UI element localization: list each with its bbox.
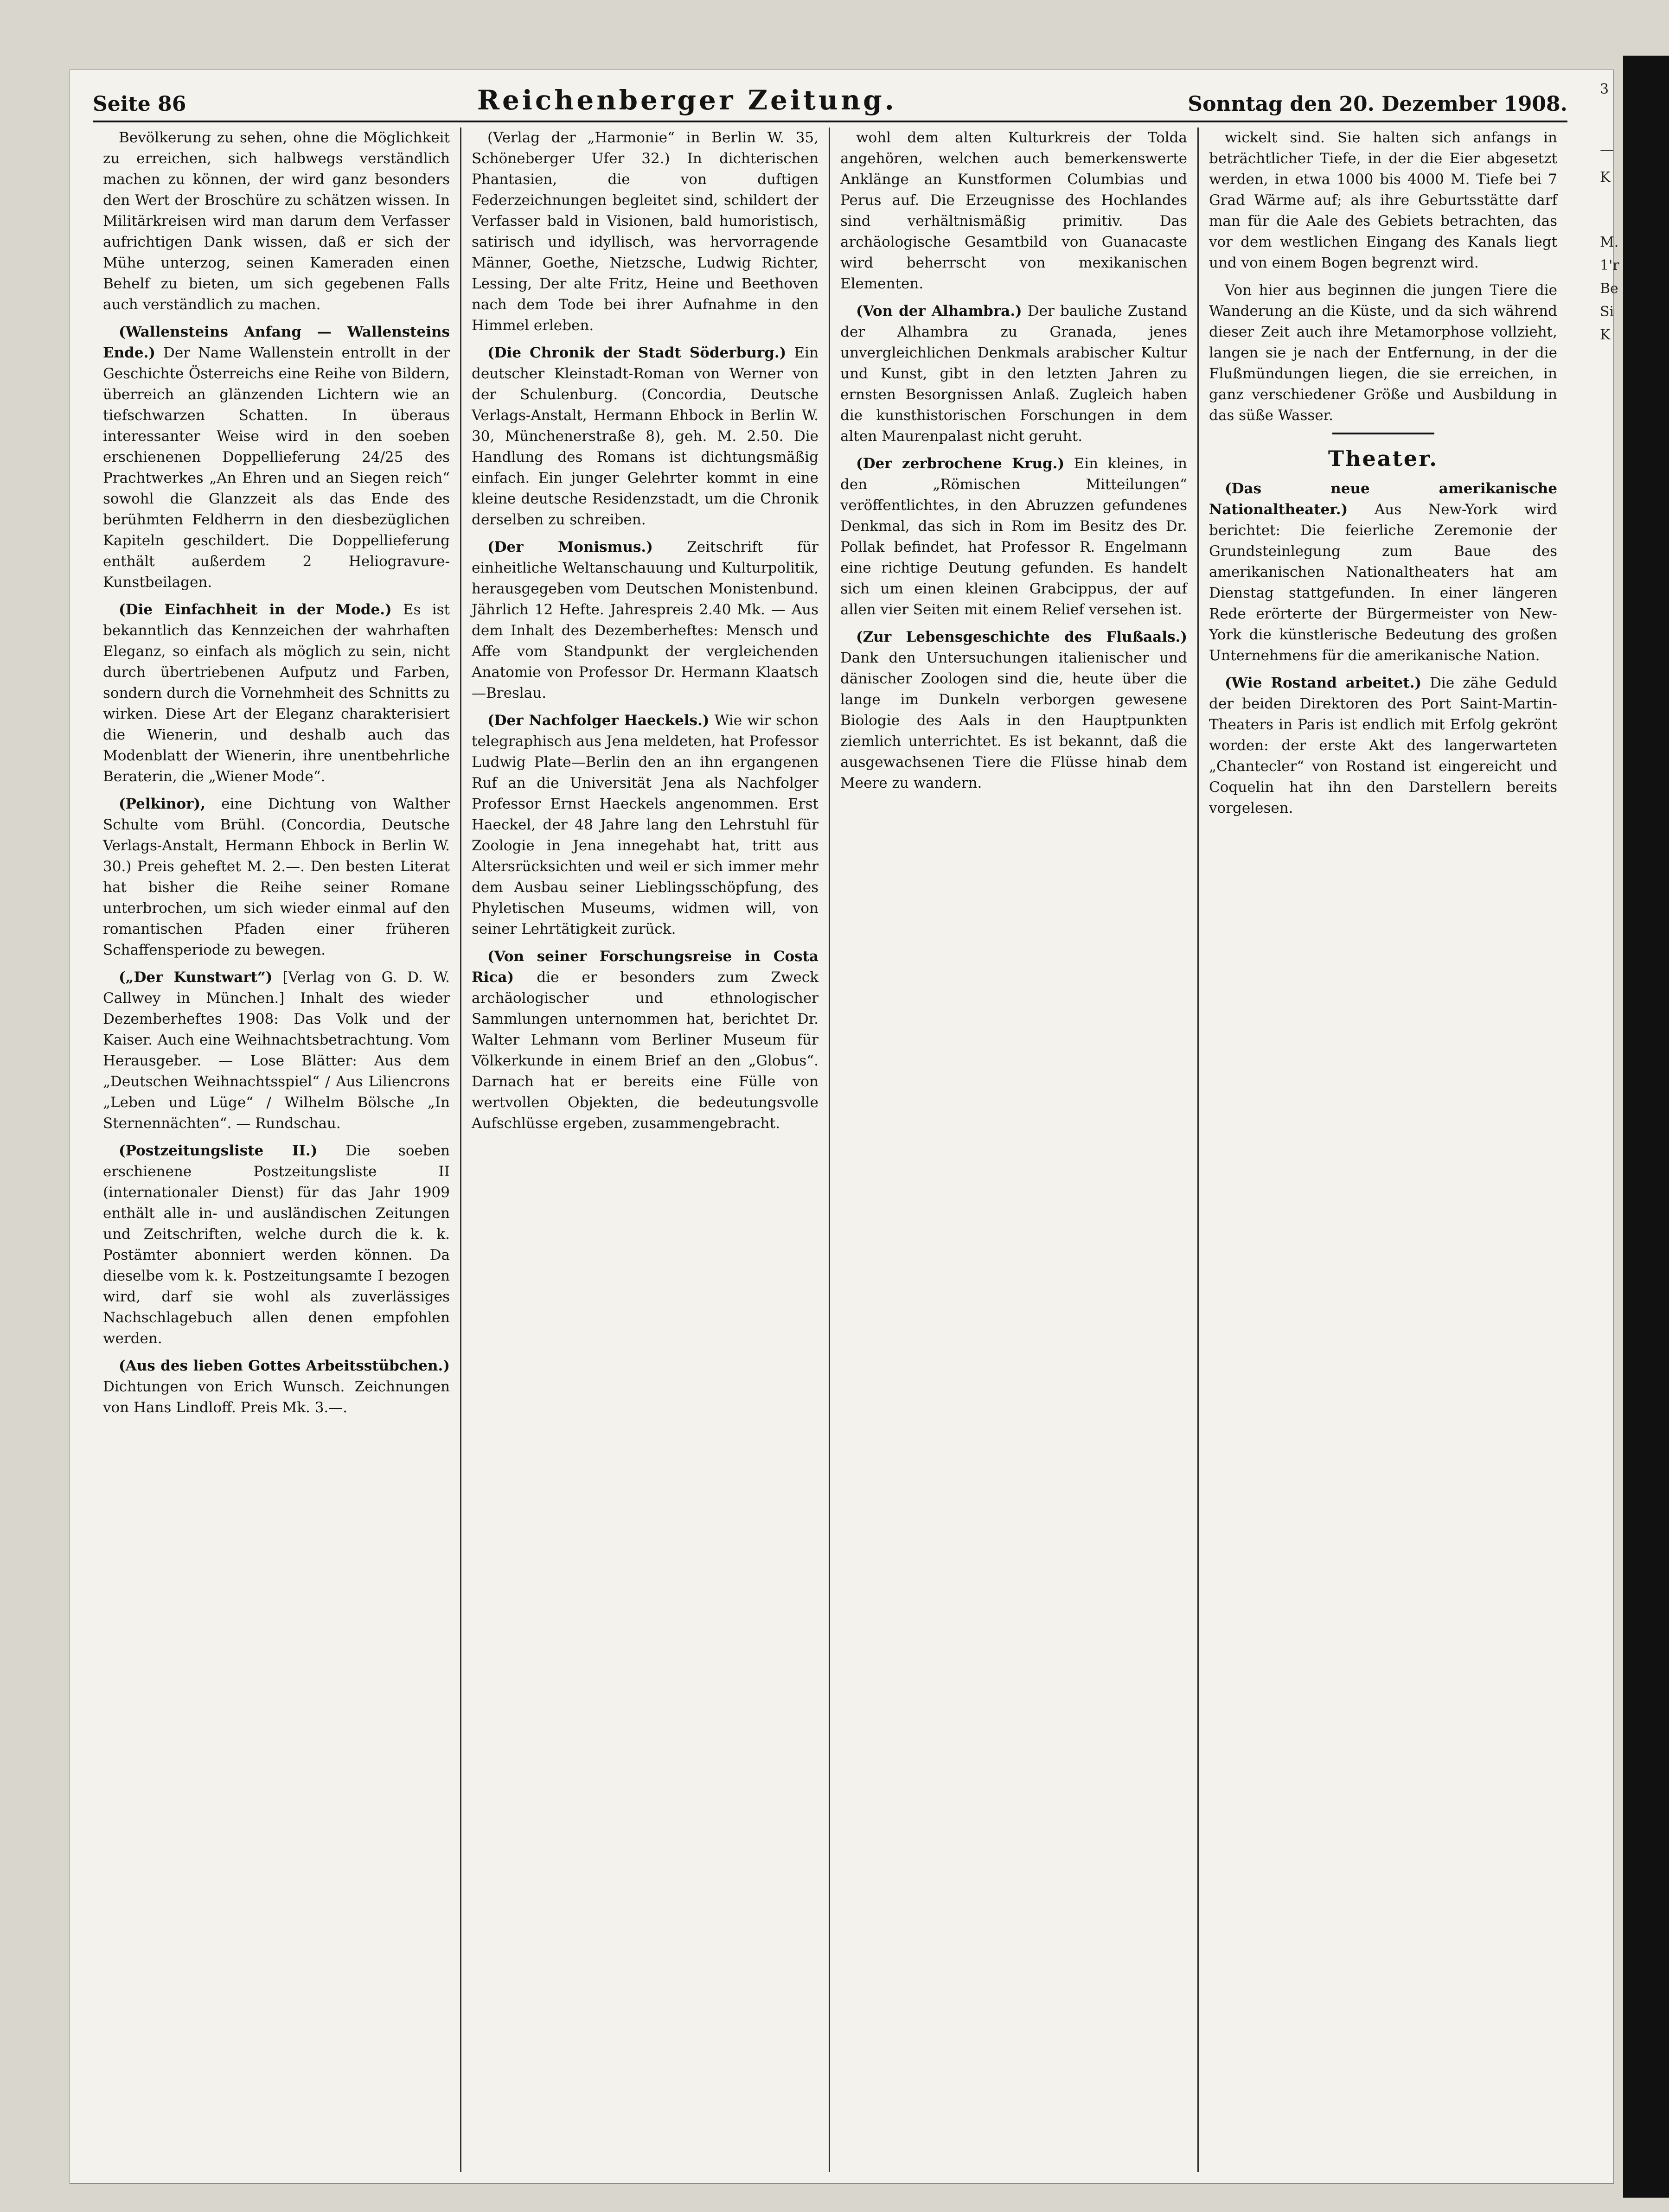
section-divider	[1332, 433, 1434, 434]
edge-glyph: M.	[1600, 234, 1619, 250]
page-edge-shadow	[1623, 56, 1669, 2198]
article: (Wallensteins Anfang — Wallensteins Ende.) Der Name Wallenstein entrollt in der Geschichte Österreichs eine Reihe von Bildern, überreich an glänzenden Lichtern wie an tiefschwarzen Schatten. In überaus interessanter Weise wird in den soeben erschienenen Doppellieferung 24/25 des Prachtwerkes „An Ehren und an Siegen reich“ sowohl die Glanzzeit als das Ende des berühmten Feldherrn in den diesbezüglichen Kapiteln geschildert. Die Doppellieferung enthält außerdem 2 Heliogravure-Kunstbeilagen.	[103, 324, 450, 591]
article: (Von seiner Forschungsreise in Costa Rica) die er besonders zum Zweck archäologischer und ethnologischer Sammlungen unternommen hat, berichtet Dr. Walter Lehmann vom Berliner Museum für Völkerkunde in einem Brief an den „Globus“. Darnach hat er bereits eine Fülle von wertvollen Objekten, die bedeutungsvolle Aufschlüsse ergeben, zusammengebracht.	[472, 948, 819, 1132]
page-number: Seite 86	[93, 92, 186, 116]
article: (Verlag der „Harmonie“ in Berlin W. 35, Schöneberger Ufer 32.) In dichterischen Phantasien, die von duftigen Federzeichnungen begleitet sind, schildert der Verfasser bald in Visionen, bald humoristisch, satirisch und idyllisch, was hervorragende Männer, Goethe, Nietzsche, Ludwig Richter, Lessing, Der alte Fritz, Heine und Beethoven nach dem Tode bei ihrer Aufnahme in den Himmel erleben.	[472, 129, 819, 334]
section-title: Theater.	[1328, 446, 1439, 471]
article: (Aus des lieben Gottes Arbeitsstübchen.) Dichtungen von Erich Wunsch. Zeichnungen von Hans Lindloff. Preis Mk. 3.—.	[103, 1358, 450, 1416]
edge-glyph: 3	[1600, 81, 1609, 97]
article: wohl dem alten Kulturkreis der Tolda angehören, welchen auch bemerkenswerte Anklänge an Kunstformen Columbias und Perus auf. Die Erzeugnisse des Hochlandes sind verhältnismäßig primitiv. Das archäologische Gesamtbild von Guanacaste wird beherrscht von mexikanischen Elementen.	[840, 129, 1187, 292]
edge-glyph: K	[1600, 327, 1611, 343]
masthead-title: Reichenberger Zeitung.	[477, 84, 897, 116]
article: (Die Einfachheit in der Mode.) Es ist bekanntlich das Kennzeichen der wahrhaften Eleganz, so einfach als möglich zu sein, nicht durch übertriebenen Aufputz und Farben, sondern durch die Vornehmheit des Schnitts zu wirken. Diese Art der Eleganz charakterisiert die Wienerin, und deshalb auch das Modenblatt der Wienerin, ihre unentbehrliche Beraterin, die „Wiener Mode“.	[103, 601, 450, 785]
article: (Die Chronik der Stadt Söderburg.) Ein deutscher Kleinstadt-Roman von Werner von der Schulenburg. (Concordia, Deutsche Verlags-Anstalt, Hermann Ehbock in Berlin W. 30, Münchenerstraße 8), geh. M. 2.50. Die Handlung des Romans ist dichtungsmäßig einfach. Ein junger Gelehrter kommt in eine kleine deutsche Residenzstadt, um die Chronik derselben zu schreiben.	[472, 344, 819, 528]
article: (Der Monismus.) Zeitschrift für einheitliche Weltanschauung und Kulturpolitik, herausgegeben vom Deutschen Monistenbund. Jährlich 12 Hefte. Jahrespreis 2.40 Mk. — Aus dem Inhalt des Dezemberheftes: Mensch und Affe vom Standpunkt der vergleichenden Anatomie von Professor Dr. Hermann Klaatsch—Breslau.	[472, 539, 819, 701]
article: (Der Nachfolger Haeckels.) Wie wir schon telegraphisch aus Jena meldeten, hat Professor Ludwig Plate—Berlin den an ihn ergangenen Ruf an die Universität Jena als Nachfolger Professor Ernst Haeckels angenommen. Erst Haeckel, der 48 Jahre lang den Lehrstuhl für Zoologie in Jena innegehabt hat, tritt aus Altersrücksichten und weil er sich immer mehr dem Ausbau seiner Lieblingsschöpfung, des Phyletischen Museums, widmen will, von seiner Lehrtätigkeit zurück.	[472, 712, 819, 937]
edge-glyph: Be	[1600, 280, 1618, 297]
edge-glyph: K	[1600, 169, 1611, 185]
edge-glyph: —	[1600, 141, 1614, 158]
article: wickelt sind. Sie halten sich anfangs in beträchtlicher Tiefe, in der die Eier abgesetzt werden, in etwa 1000 bis 4000 M. Tiefe bei 7 Grad Wärme auf; als ihre Geburtsstätte darf man für die Aale des Gebiets betrachten, das vor dem westlichen Eingang des Kanals liegt und von einem Bogen begrenzt wird.	[1209, 129, 1557, 271]
page-header	[93, 74, 1567, 122]
text-columns	[93, 127, 1567, 2172]
article: (Wie Rostand arbeitet.) Die zähe Geduld der beiden Direktoren des Port Saint-Martin-Theaters in Paris ist endlich mit Erfolg gekrönt worden: der erste Akt des langerwarteten „Chantecler“ von Rostand ist eingereicht und Coquelin hat ihn den Darstellern bereits vorgelesen.	[1209, 675, 1557, 816]
edge-glyph: Si	[1600, 304, 1614, 320]
article: (Der zerbrochene Krug.) Ein kleines, in den „Römischen Mitteilungen“ veröffentlichtes, in den Abruzzen gefundenes Denkmal, das sich in Rom im Besitz des Dr. Pollak befindet, hat Professor R. Engelmann eine richtige Deutung gefunden. Es handelt sich um einen kleinen Grabcippus, der auf allen vier Seiten mit einem Relief versehen ist.	[840, 455, 1187, 618]
edge-glyph: 1'r	[1600, 257, 1619, 274]
column-2	[461, 127, 830, 2172]
article: (Das neue amerikanische Nationaltheater.) Aus New-York wird berichtet: Die feierliche Zeremonie der Grundsteinlegung zum Baue des amerikanischen Nationaltheaters hat am Dienstag stattgefunden. In einer längeren Rede erörterte der Bürgermeister von New-York die künstlerische Bedeutung des großen Unternehmens für die amerikanische Nation.	[1209, 480, 1557, 664]
article: („Der Kunstwart“) [Verlag von G. D. W. Callwey in München.] Inhalt des wieder Dezemberheftes 1908: Das Volk und der Kaiser. Auch eine Weihnachtsbetrachtung. Vom Herausgeber. — Lose Blätter: Aus dem „Deutschen Weihnachtsspiel“ / Aus Liliencrons „Leben und Lüge“ / Wilhelm Bölsche „In Sternennächten“. — Rundschau.	[103, 969, 450, 1132]
article: (Von der Alhambra.) Der bauliche Zustand der Alhambra zu Granada, jenes unvergleichlichen Denkmals arabischer Kultur und Kunst, gibt in den letzten Jahren zu ernsten Besorgnissen Anlaß. Zugleich haben die kunsthistorischen Forschungen in dem alten Maurenpalast nicht geruht.	[840, 303, 1188, 445]
article: Bevölkerung zu sehen, ohne die Möglichkeit zu erreichen, sich halbwegs verständlich machen zu können, der wird ganz besonders den Wert der Broschüre zu schätzen wissen. In Militärkreisen wird man darum dem Verfasser aufrichtigen Dank wissen, daß er sich der Mühe unterzog, seinen Kameraden einen Behelf zu bieten, um sich gegebenen Falls auch verständlich zu machen.	[103, 129, 450, 313]
article: (Zur Lebensgeschichte des Flußaals.) Dank den Untersuchungen italienischer und dänischer Zoologen sind die, heute über die lange im Dunkeln verborgen gewesene Biologie des Aals in den Hauptpunkten ziemlich unterrichtet. Es ist bekannt, daß die ausgewachsenen Tiere die Flüsse hinab dem Meere zu wandern.	[840, 629, 1187, 791]
column-3	[830, 127, 1199, 2172]
article: (Postzeitungsliste II.) Die soeben erschienene Postzeitungsliste II (internationaler Dienst) für das Jahr 1909 enthält alle in- und ausländischen Zeitungen und Zeitschriften, welche durch die k. k. Postämter abonniert werden können. Da dieselbe vom k. k. Postzeitungsamte I bezogen wird, darf sie wohl als zuverlässiges Nachschlagebuch allen denen empfohlen werden.	[103, 1142, 450, 1347]
issue-date: Sonntag den 20. Dezember 1908.	[1188, 92, 1567, 116]
article: Von hier aus beginnen die jungen Tiere die Wanderung an die Küste, und da sich während dieser Zeit auch ihre Metamorphose vollzieht, langen sie je nach der Entfernung, in der die Flußmündungen liegen, die sie erreichen, in ganz verschiedener Größe und Ausbildung in das süße Wasser.	[1209, 282, 1557, 424]
article: (Pelkinor), eine Dichtung von Walther Schulte vom Brühl. (Concordia, Deutsche Verlags-Anstalt, Hermann Ehbock in Berlin W. 30.) Preis geheftet M. 2.—. Den besten Literat hat bisher die Reihe seiner Romane unterbrochen, um sich wieder einmal auf den romantischen Pfaden einer früheren Schaffensperiode zu bewegen.	[103, 796, 450, 958]
column-1	[93, 127, 461, 2172]
column-4	[1199, 127, 1567, 2172]
